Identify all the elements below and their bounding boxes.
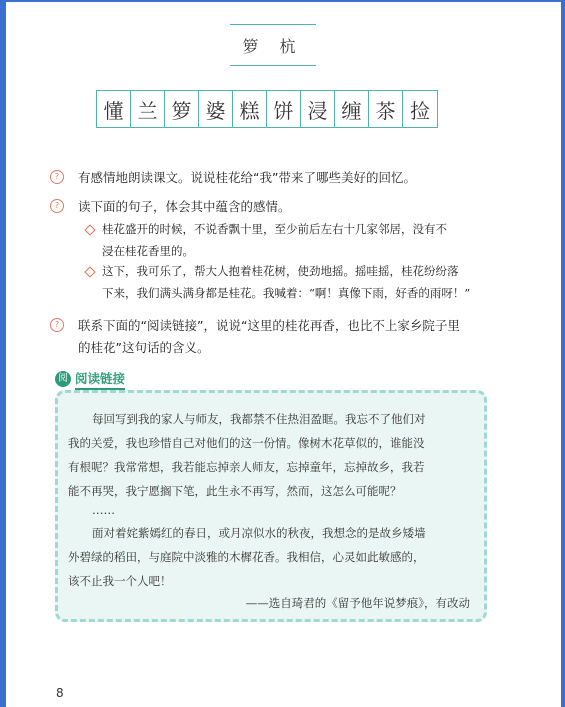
question-icon: ? xyxy=(50,318,64,332)
sentence-2-line-2: 下来，我们满头满身都是桂花。我喊着：“啊！真像下雨，好香的雨呀！” xyxy=(102,286,471,300)
character-cell: 茶 xyxy=(369,91,403,127)
reading-link-icon: 阅 xyxy=(55,371,71,387)
question-1 xyxy=(50,168,510,186)
page-left-border xyxy=(0,0,6,707)
reading-link-heading xyxy=(55,370,125,388)
character-cell: 缠 xyxy=(335,91,369,127)
character-cell: 懂 xyxy=(97,91,131,127)
question-2 xyxy=(50,197,510,215)
question-3-line-2: 的桂花”这句话的含义。 xyxy=(78,340,210,355)
question-icon: ? xyxy=(50,199,64,213)
question-1-text: 有感情地朗读课文。说说桂花给“我”带来了哪些美好的回忆。 xyxy=(78,170,416,185)
character-cell: 浸 xyxy=(301,91,335,127)
reading-line: 我的关爱，我也珍惜自己对他们的这一份情。像树木花草似的，谁能没 xyxy=(68,436,425,450)
question-2-text: 读下面的句子，体会其中蕴含的感情。 xyxy=(78,199,291,214)
page-right-border xyxy=(561,0,565,707)
sentence-2-line-1: 这下，我可乐了，帮大人抱着桂花树，使劲地摇。摇哇摇，桂花纷纷落 xyxy=(102,264,459,278)
reading-line: 有根呢？我常常想，我若能忘掉亲人师友，忘掉童年，忘掉故乡，我若 xyxy=(68,460,425,474)
diamond-bullet-icon xyxy=(84,266,95,277)
character-cell: 婆 xyxy=(199,91,233,127)
reading-line: 能不再哭，我宁愿搁下笔，此生永不再写，然而，这怎么可能呢？ xyxy=(68,484,402,498)
question-icon: ? xyxy=(50,170,64,184)
character-grid xyxy=(96,90,438,128)
reading-line: 每回写到我的家人与师友，我都禁不住热泪盈眶。我忘不了他们对 xyxy=(92,412,426,426)
character-cell: 饼 xyxy=(267,91,301,127)
diamond-bullet-icon xyxy=(84,224,95,235)
character-cell: 捡 xyxy=(410,98,430,123)
question-3-line-1: 联系下面的“阅读链接”，说说“这里的桂花再香，也比不上家乡院子里 xyxy=(78,318,460,333)
reading-ellipsis: …… xyxy=(92,503,115,517)
character-cell: 兰 xyxy=(131,91,165,127)
lesson-title: 箩 杭 xyxy=(230,24,316,66)
reading-line: 外碧绿的稻田，与庭院中淡雅的木樨花香。我相信，心灵如此敏感的， xyxy=(68,550,425,564)
reading-line: 面对着姹紫嫣红的春日，或月凉似水的秋夜，我想念的是故乡矮墙 xyxy=(92,526,426,540)
reading-source: ——选自琦君的《留予他年说梦痕》，有改动 xyxy=(245,596,470,610)
reading-link-box xyxy=(55,390,487,622)
reading-line: 该不止我一个人吧！ xyxy=(68,574,172,588)
sentence-1-line-2: 浸在桂花香里的。 xyxy=(102,244,194,258)
question-3 xyxy=(50,316,510,356)
sentence-1-line-1: 桂花盛开的时候，不说香飘十里，至少前后左右十几家邻居，没有不 xyxy=(102,222,447,236)
character-cell: 箩 xyxy=(165,91,199,127)
page-number: 8 xyxy=(56,686,64,700)
reading-link-label: 阅读链接 xyxy=(75,369,125,390)
page-top-border xyxy=(0,0,565,2)
character-cell: 糕 xyxy=(233,91,267,127)
